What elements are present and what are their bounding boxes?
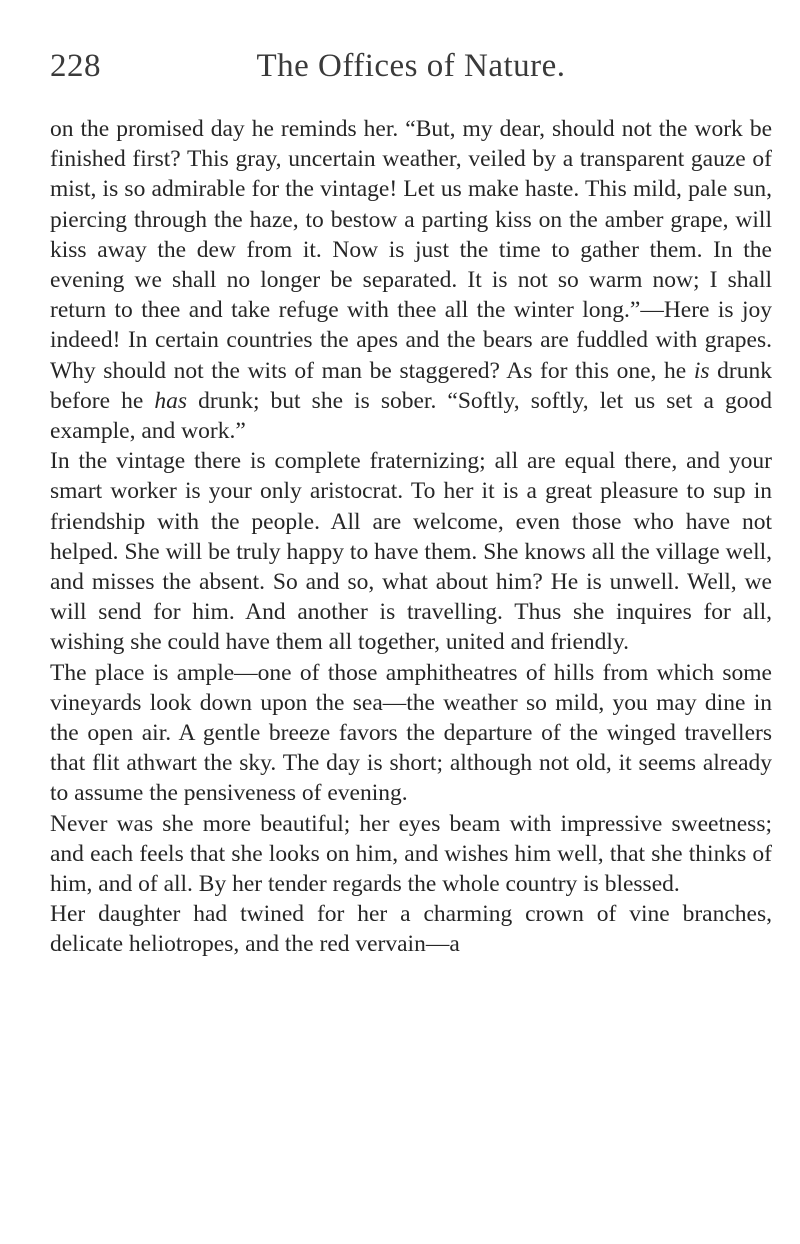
- paragraph: The place is ample—one of those amphitheatres of hills from which some vineyards look down upon the sea—the weather so mild, you may dine in the open air. A gentle breeze favors the departure of the winged travellers that flit athwart the sky. The day is short; although not old, it seems already to assume the pensiveness of evening.: [50, 659, 772, 807]
- emphasis-text: is: [693, 357, 710, 384]
- body-text: [50, 114, 772, 960]
- paragraph: In the vintage there is complete fraternizing; all are equal there, and your smart worker is your only aristocrat. To her it is a great pleasure to sup in friendship with the people. All are welcome, even those who have not helped. She will be truly happy to have them. She knows all the village well, and misses the absent. So and so, what about him? He is unwell. Well, we will send for him. And another is travelling. Thus she inquires for all, wishing she could have them all together, united and friendly.: [50, 448, 772, 656]
- paragraph: Her daughter had twined for her a charming crown of vine branches, delicate heliotropes, and the red vervain—a: [50, 901, 772, 958]
- paragraph-text: on the promised day he reminds her. “But, my dear, should not the work be finished first? This gray, uncertain weather, veiled by a transparent gauze of mist, is so admirable for the vintage! Let us make haste. This mild, pale sun, piercing through the haze, to bestow a parting kiss on the amber grape, will kiss away the dew from it. Now is just the time to gather them. In the evening we shall no longer be separated. It is not so warm now; I shall return to thee and take refuge with thee all the winter long.”—Here is joy indeed! In certain countries the apes and the bears are fuddled with grapes. Why should not the wits of man be staggered? As for this one, he: [50, 116, 772, 384]
- book-page: [50, 40, 772, 960]
- paragraph: Never was she more beautiful; her eyes beam with impressive sweetness; and each feels that she looks on him, and wishes him well, that she thinks of him, and of all. By her tender regards the whole country is blessed.: [50, 810, 772, 898]
- paragraph-text: drunk; but she is sober. “Softly, softly, let us set a good example, and work.”: [50, 387, 772, 445]
- page-number: 228: [50, 48, 101, 84]
- paragraph-text: drunk before he: [50, 357, 772, 414]
- running-head: The Offices of Nature.: [256, 48, 566, 84]
- emphasis-text: has: [154, 387, 188, 414]
- paragraph: [50, 114, 772, 446]
- page-header: [50, 40, 772, 100]
